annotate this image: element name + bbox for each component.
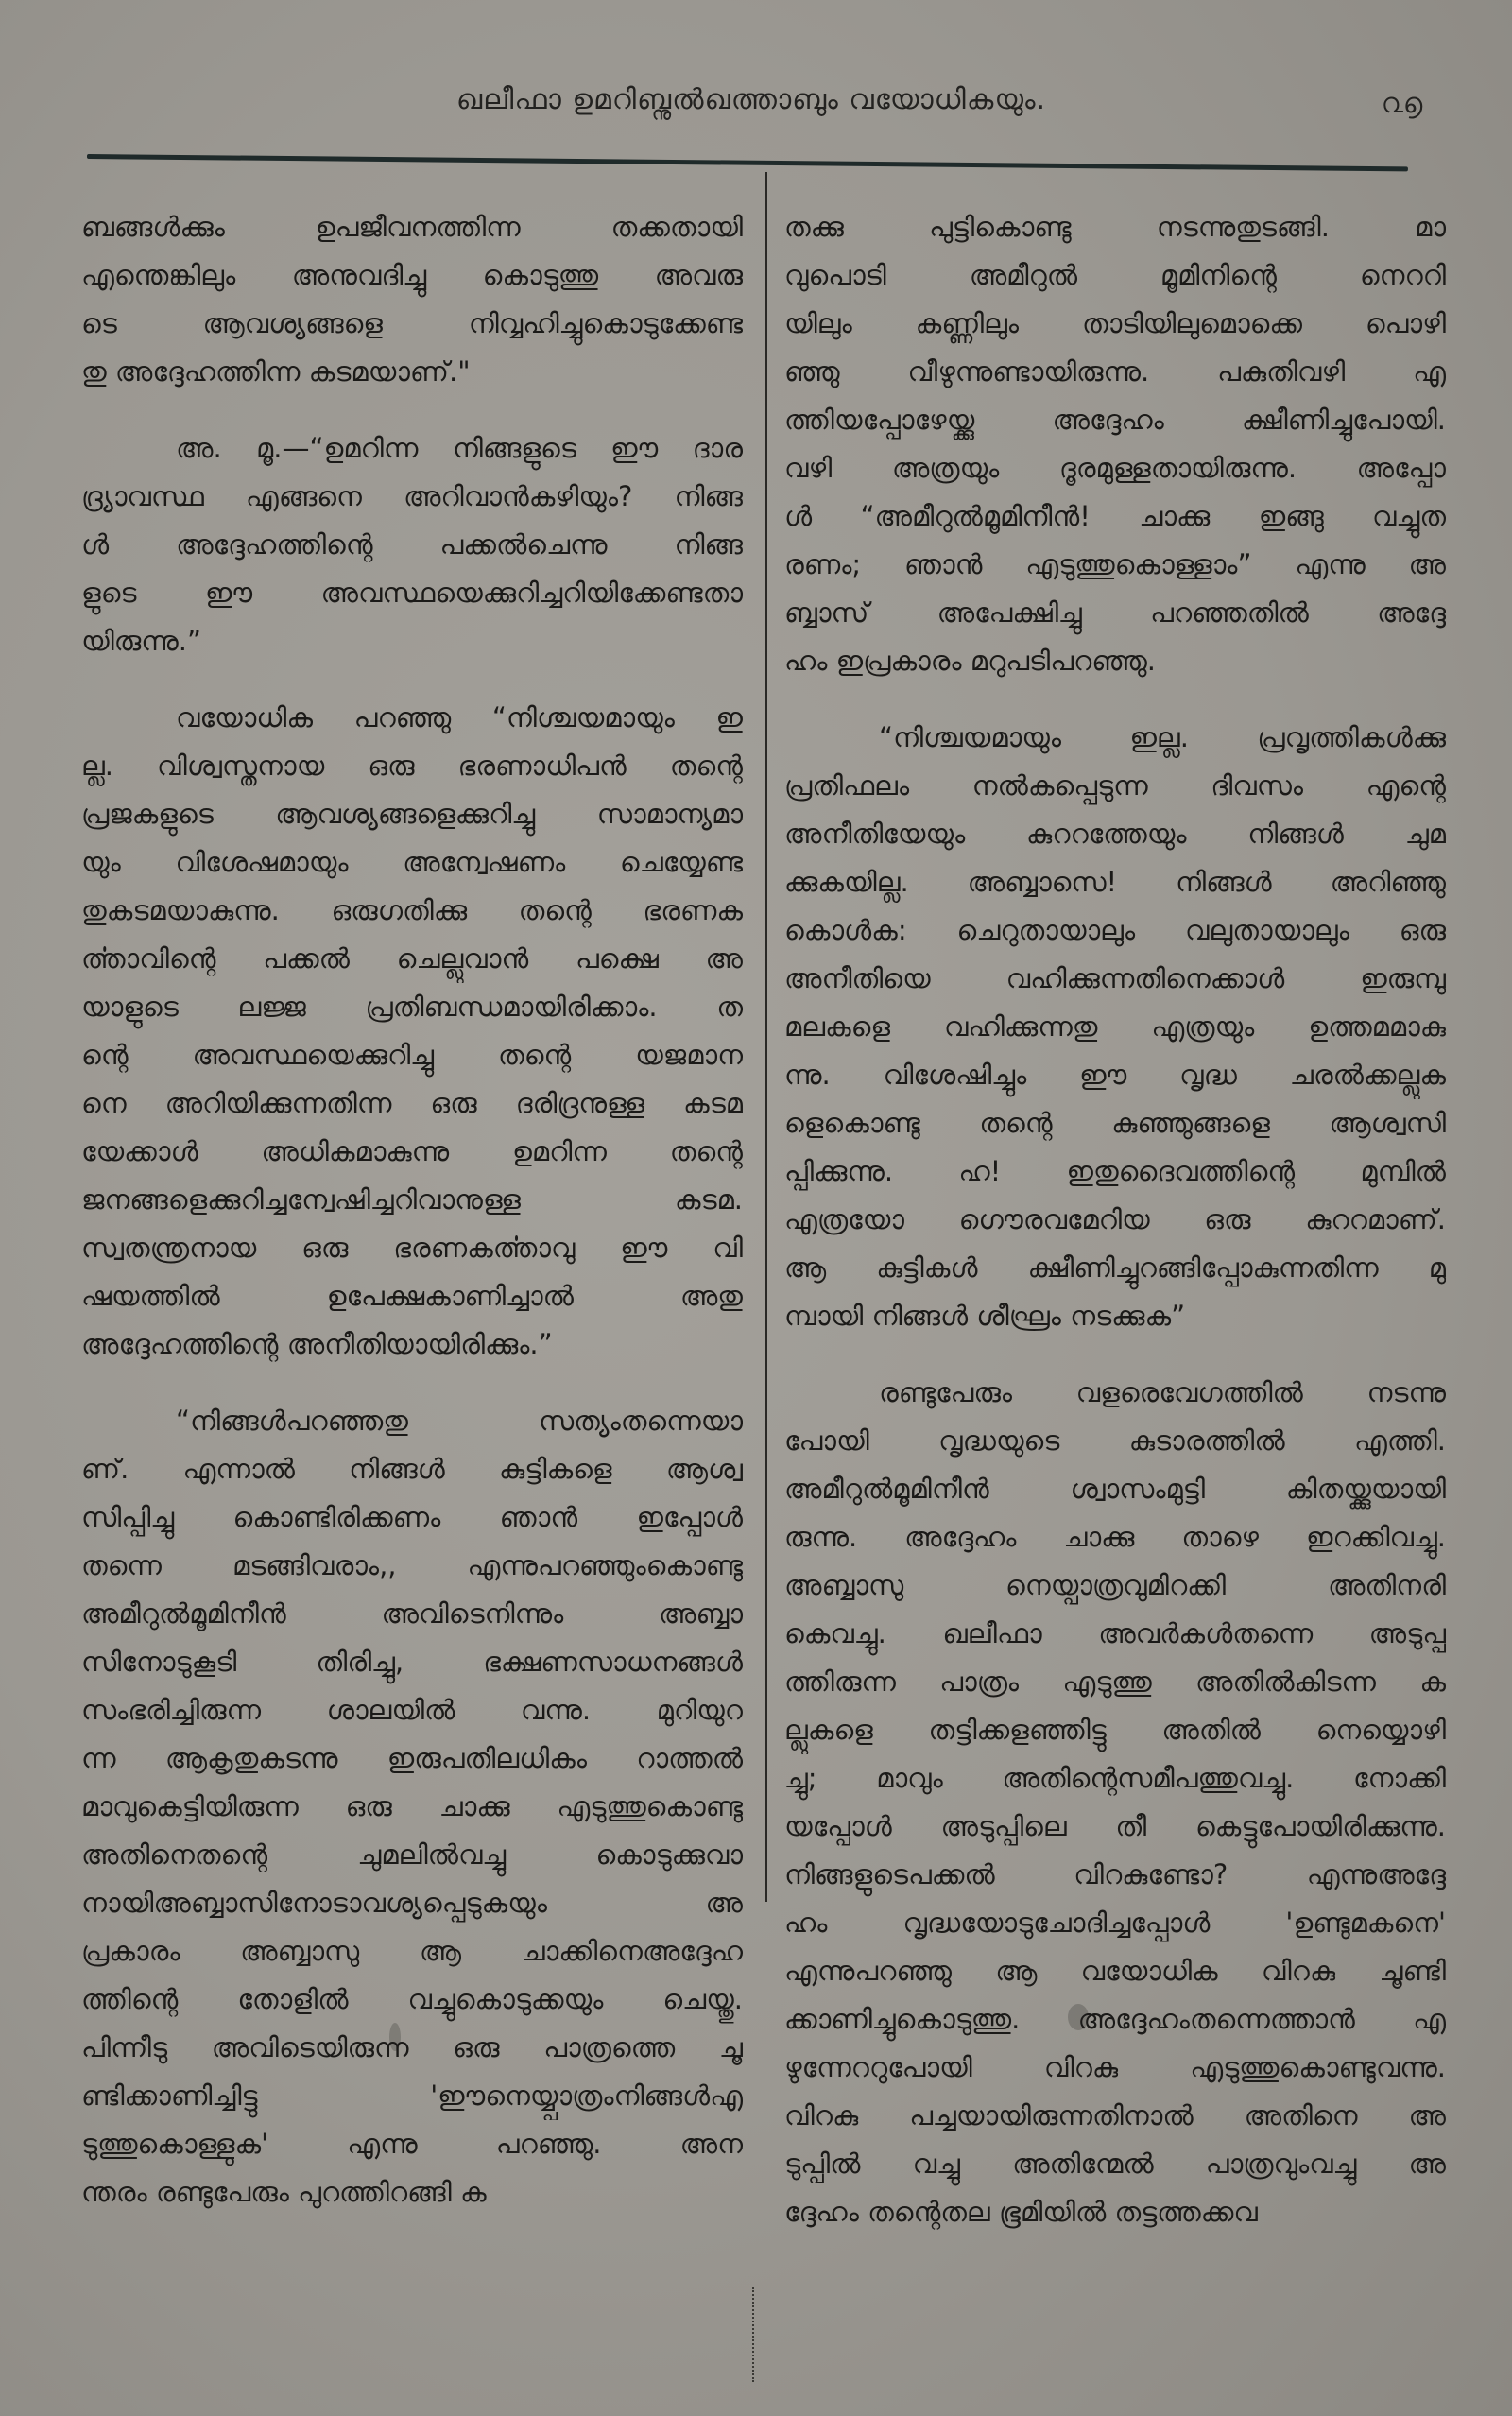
- text-line: തു അദ്ദേഹത്തിന്ന കടമയാണ്.": [81, 355, 471, 388]
- text-line: ന്നു. വിശേഷിച്ചും ഈ വൃദ്ധ ചരൽക്കല്ലുക: [784, 1059, 1446, 1091]
- text-line: ൾ “അമീറുൽമൂമിനീൻ! ചാക്കു ഇങ്ങു വച്ചുത: [784, 500, 1446, 532]
- text-line: വിറകു പച്ചയായിരുന്നതിനാൽ അതിനെ അ: [784, 2099, 1446, 2131]
- text-line: അദ്ദേഹത്തിന്റെ അനീതിയായിരിക്കും.”: [81, 1328, 553, 1360]
- text-line: തക്കു പുട്ടികൊണ്ടു നടന്നുതുടങ്ങി. മാ: [784, 211, 1446, 243]
- text-line: ജനങ്ങളെക്കുറിച്ചന്വേഷിച്ചറിവാനുള്ള കടമ.: [81, 1183, 743, 1216]
- right-column: [784, 203, 1446, 2265]
- paragraph: [784, 1369, 1446, 2236]
- text-line: വഴി അത്രയും ദൂരമുള്ളതായിരുന്നു. അപ്പോ: [784, 452, 1446, 484]
- text-line: ണ്. എന്നാൽ നിങ്ങൾ കുട്ടികളെ ആശ്വ: [81, 1453, 743, 1485]
- text-line: ആ കുട്ടികൾ ക്ഷീണിച്ചുറങ്ങിപ്പോകുന്നതിന്ന മു: [784, 1251, 1446, 1284]
- text-line: ക്കാണിച്ചുകൊടുത്തു. അദ്ദേഹംതന്നെത്താൻ എ: [784, 2003, 1446, 2035]
- paragraph: [784, 203, 1446, 685]
- text-line: സിപ്പിച്ചു കൊണ്ടിരിക്കണം ഞാൻ ഇപ്പോൾ: [81, 1501, 743, 1533]
- text-line: അമീറുൽമൂമിനീൻ ശ്വാസംമുട്ടി കിതയ്ക്കുയായി: [784, 1473, 1446, 1505]
- text-line: അ. മൂ.—“ഉമറിന്ന നിങ്ങളുടെ ഈ ദാര: [176, 432, 743, 464]
- text-line: ന്ന ആകൃതുകടന്നു ഇരുപതിലധികം റാത്തൽ: [81, 1742, 743, 1774]
- running-title: ഖലീഫാ ഉമറിബ്നുൽഖത്താബും വയോധികയും.: [455, 83, 1047, 116]
- text-line: ത്തിരുന്ന പാത്രം എടുത്തു അതിൽകിടന്ന ക: [784, 1665, 1446, 1698]
- text-line: രുന്നു. അദ്ദേഹം ചാക്കു താഴെ ഇറക്കിവച്ചു.: [784, 1521, 1446, 1553]
- text-line: അനീതിയെ വഹിക്കുന്നതിനെക്കാൾ ഇരുമ്പു: [784, 962, 1446, 994]
- text-line: രണം; ഞാൻ എടുത്തുകൊള്ളാം” എന്നു അ: [784, 548, 1446, 580]
- text-line: അനീതിയേയും കുററത്തേയും നിങ്ങൾ ചുമ: [784, 818, 1446, 850]
- text-line: ബങ്ങൾക്കും ഉപജീവനത്തിന്ന തക്കതായി: [81, 211, 743, 243]
- text-line: രണ്ടുപേരും വളരെവേഗത്തിൽ നടന്നു: [879, 1376, 1446, 1408]
- text-line: കെവച്ചു. ഖലീഫാ അവർകൾതന്നെ അടുപ്പ: [784, 1617, 1446, 1649]
- text-line: അബ്ബാസു നെയ്പാത്രവുമിറക്കി അതിനരി: [784, 1569, 1446, 1601]
- text-line: ബ്ബാസ് അപേക്ഷിച്ചു പറഞ്ഞതിൽ അദ്ദേ: [784, 596, 1446, 629]
- text-line: യാളുടെ ലജ്ജ പ്രതിബന്ധമായിരിക്കാം. ത: [81, 991, 743, 1023]
- text-line: പ്രകാരം അബ്ബാസു ആ ചാക്കിനെഅദ്ദേഹ: [81, 1935, 743, 1967]
- text-line: ഴുന്നേററുപോയി വിറകു എടുത്തുകൊണ്ടുവന്നു.: [784, 2051, 1446, 2083]
- text-line: ക്കുകയില്ല. അബ്ബാസെ! നിങ്ങൾ അറിഞ്ഞു: [784, 866, 1446, 898]
- text-line: സ്വതന്ത്രനായ ഒരു ഭരണകൎത്താവു ഈ വി: [81, 1232, 743, 1264]
- text-line: ഷയത്തിൽ ഉപേക്ഷകാണിച്ചാൽ അതു: [81, 1280, 743, 1312]
- text-line: നിങ്ങളുടെപക്കൽ വിറകുണ്ടോ? എന്നുഅദ്ദേ: [784, 1858, 1446, 1890]
- text-line: ളെകൊണ്ടു തന്റെ കുഞ്ഞുങ്ങളെ ആശ്വസി: [784, 1107, 1446, 1139]
- text-line: പ്പിക്കുന്നു. ഹ! ഇതുദൈവത്തിന്റെ മുമ്പിൽ: [784, 1155, 1446, 1187]
- text-line: ത്തിന്റെ തോളിൽ വച്ചുകൊടുക്കയും ചെയ്തു.: [81, 1983, 743, 2015]
- text-line: യിലും കണ്ണിലും താടിയിലുമൊക്കെ പൊഴി: [784, 307, 1446, 339]
- text-line: മ്പായി നിങ്ങൾ ശീഘ്രം നടക്കുക”: [784, 1300, 1186, 1332]
- left-column: [81, 203, 743, 2245]
- paragraph: [81, 424, 743, 665]
- text-line: “നിങ്ങൾപറഞ്ഞതു സത്യംതന്നെയാ: [176, 1405, 743, 1437]
- text-line: ദ്ര്യാവസ്ഥ എങ്ങനെ അറിവാൻകഴിയും? നിങ്ങ: [81, 480, 743, 512]
- paragraph: [81, 203, 743, 396]
- text-line: ച്ചു; മാവും അതിന്റെസമീപത്തുവച്ചു. നോക്കി: [784, 1762, 1446, 1794]
- text-line: അമീറുൽമൂമിനീൻ അവിടെനിന്നും അബ്ബാ: [81, 1597, 743, 1630]
- paragraph: [784, 714, 1446, 1340]
- text-line: വുപൊടി അമീറുൽ മൂമിനിന്റെ നെററി: [784, 259, 1446, 291]
- text-line: ല്ലുകളെ തട്ടിക്കളഞ്ഞിട്ടു അതിൽ നെയ്യൊഴി: [784, 1714, 1446, 1746]
- text-line: നെ അറിയിക്കുന്നതിന്ന ഒരു ദരിദ്രനുള്ള കടമ: [81, 1087, 743, 1119]
- text-line: ഹം ഇപ്രകാരം മറുപടിപറഞ്ഞു.: [784, 645, 1157, 677]
- text-line: പിന്നീടു അവിടെയിരുന്ന ഒരു പാത്രത്തെ ചൂ: [81, 2031, 743, 2063]
- text-line: പ്രജകളുടെ ആവശ്യങ്ങളെക്കുറിച്ചു സാമാന്യമാ: [81, 798, 743, 830]
- text-line: സിനോടുകൂടി തിരിച്ചു, ഭക്ഷണസാധനങ്ങൾ: [81, 1646, 743, 1678]
- text-line: ൎത്താവിന്റെ പക്കൽ ചെല്ലുവാൻ പക്ഷെ അ: [81, 942, 743, 975]
- text-line: ന്തരം രണ്ടുപേരും പുറത്തിറങ്ങി ക: [81, 2176, 487, 2208]
- text-line: തുകടമയാകുന്നു. ഒരുഗതിക്കു തന്റെ ഭരണക: [81, 894, 743, 926]
- text-line: ടുത്തുകൊള്ളുക' എന്നു പറഞ്ഞു. അന: [81, 2128, 743, 2160]
- text-line: ണ്ടിക്കാണിച്ചിട്ടു 'ഈനെയ്യ്പാത്രംനിങ്ങൾഎ: [81, 2079, 743, 2112]
- column-divider-dotted: [752, 2287, 756, 2382]
- text-line: എന്തെങ്കിലും അനുവദിച്ചു കൊടുത്തു അവരു: [81, 259, 743, 291]
- text-line: മാവുകെട്ടിയിരുന്ന ഒരു ചാക്കു എടുത്തുകൊണ്ടു: [81, 1790, 743, 1822]
- text-line: എത്രയോ ഗൌരവമേറിയ ഒരു കുററമാണ്.: [784, 1203, 1446, 1235]
- text-line: ത്തിയപ്പോഴേയ്ക്കു അദ്ദേഹം ക്ഷീണിച്ചുപോയി.: [784, 404, 1446, 436]
- column-divider: [765, 172, 767, 1902]
- text-line: എന്നുപറഞ്ഞു ആ വയോധിക വിറകു ചൂണ്ടി: [784, 1955, 1446, 1987]
- text-line: യിരുന്നു.”: [81, 625, 202, 657]
- text-line: ന്റെ അവസ്ഥയെക്കുറിച്ചു തന്റെ യജമാന: [81, 1039, 743, 1071]
- text-line: മലകളെ വഹിക്കുന്നതു എത്രയും ഉത്തമമാകു: [784, 1010, 1446, 1043]
- text-line: യപ്പോൾ അടുപ്പിലെ തീ കെട്ടുപോയിരിക്കുന്നു.: [784, 1810, 1446, 1842]
- text-line: അതിനെതന്റെ ചുമലിൽവച്ചു കൊടുക്കുവാ: [81, 1838, 743, 1871]
- text-line: ഹം വൃദ്ധയോടുചോദിച്ചപ്പോൾ 'ഉണ്ടുമകനെ': [784, 1907, 1446, 1939]
- paragraph: [81, 694, 743, 1369]
- text-line: ടുപ്പിൽ വച്ചു അതിന്മേൽ പാത്രവുംവച്ചു അ: [784, 2148, 1446, 2180]
- text-line: കൊൾക: ചെറുതായാലും വലുതായാലും ഒരു: [784, 914, 1446, 946]
- text-line: തന്നെ മടങ്ങിവരാം,, എന്നുപറഞ്ഞുംകൊണ്ടു: [81, 1549, 743, 1581]
- page-header: [0, 83, 1512, 140]
- page-number: ൨൭: [1382, 87, 1423, 120]
- text-line: ഞ്ഞു വീഴുന്നുണ്ടായിരുന്നു. പകുതിവഴി എ: [784, 355, 1446, 388]
- text-line: നായിഅബ്ബാസിനോടാവശ്യപ്പെടുകയും അ: [81, 1887, 743, 1919]
- text-line: പോയി വൃദ്ധയുടെ കുടാരത്തിൽ എത്തി.: [784, 1424, 1446, 1457]
- text-line: ദ്ദേഹം തന്റെതല ഭൂമിയിൽ തട്ടത്തക്കവ: [784, 2196, 1258, 2228]
- text-line: സംഭരിച്ചിരുന്ന ശാലയിൽ വന്നു. മുറിയുറ: [81, 1694, 743, 1726]
- paragraph: [81, 1397, 743, 2217]
- text-line: “നിശ്ചയമായും ഇല്ല. പ്രവൃത്തികൾക്കു: [879, 721, 1446, 753]
- text-line: ളുടെ ഈ അവസ്ഥയെക്കുറിച്ചറിയിക്കേണ്ടതാ: [81, 577, 743, 609]
- text-line: ൾ അദ്ദേഹത്തിന്റെ പക്കൽചെന്നു നിങ്ങ: [81, 528, 743, 561]
- text-line: യേക്കാൾ അധികമാകുന്നു ഉമറിന്ന തന്റെ: [81, 1135, 743, 1167]
- text-line: യും വിശേഷമായും അന്വേഷണം ചെയ്യേണ്ട: [81, 846, 743, 878]
- text-line: ല്ല. വിശ്വസ്തനായ ഒരു ഭരണാധിപൻ തന്റെ: [81, 750, 743, 782]
- text-line: പ്രതിഫലം നൽകപ്പെടുന്ന ദിവസം എന്റെ: [784, 769, 1446, 802]
- text-line: വയോധിക പറഞ്ഞു “നിശ്ചയമായും ഇ: [176, 701, 743, 733]
- text-line: ടെ ആവശ്യങ്ങളെ നിവ്വഹിച്ചുകൊടുക്കേണ്ട: [81, 307, 743, 339]
- header-rule: [87, 154, 1408, 171]
